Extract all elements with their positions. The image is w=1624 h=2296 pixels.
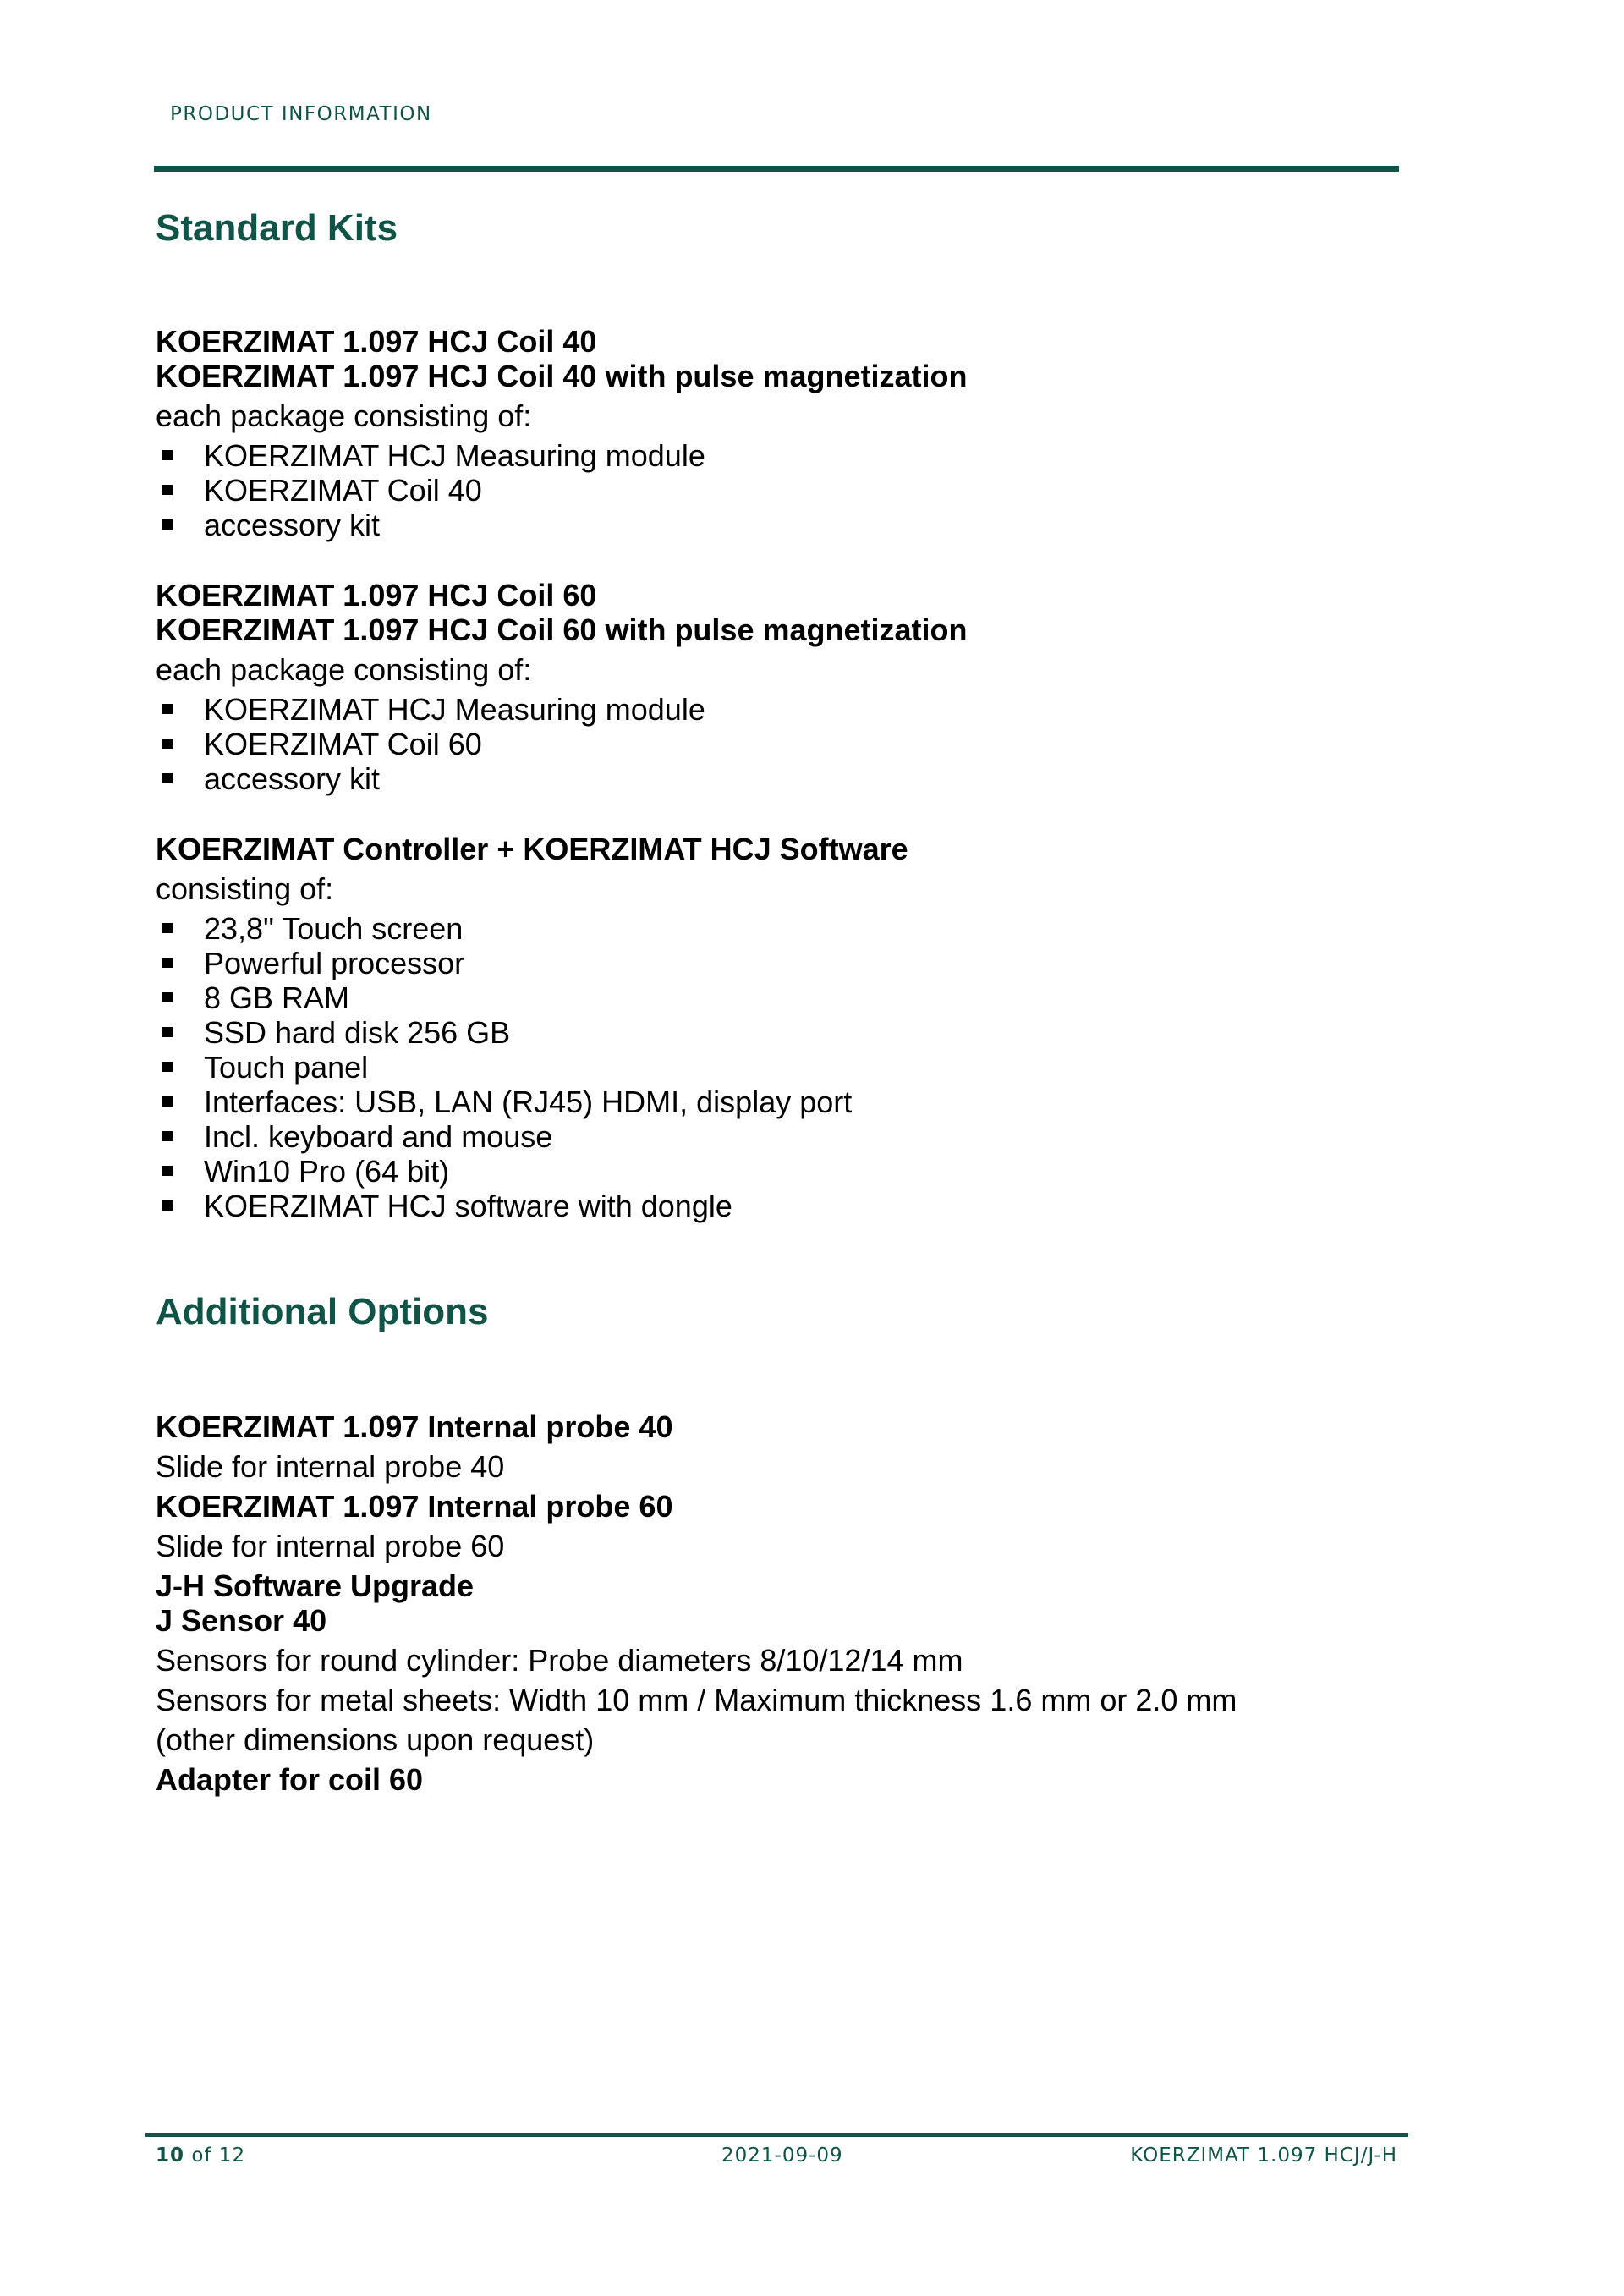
list-item: Powerful processor: [156, 946, 908, 980]
kit-controller: [156, 832, 908, 1223]
additional-options-list: [156, 1409, 1237, 1797]
option-name: KOERZIMAT 1.097 Internal probe 60: [156, 1489, 673, 1524]
option-description: Slide for internal probe 60: [156, 1529, 505, 1563]
list-item: Touch panel: [156, 1050, 908, 1085]
list-item: Interfaces: USB, LAN (RJ45) HDMI, display port: [156, 1085, 908, 1119]
additional-options-title: Additional Options: [156, 1291, 489, 1332]
standard-kits-title: Standard Kits: [156, 207, 398, 249]
kit-coil-60: [156, 578, 967, 796]
option-description: Sensors for round cylinder: Probe diameters 8/10/12/14 mm: [156, 1643, 963, 1678]
option-description: (other dimensions upon request): [156, 1722, 595, 1757]
kit-items: [156, 911, 908, 1223]
bottom-divider: [145, 2133, 1408, 2137]
option-name: J-H Software Upgrade: [156, 1568, 475, 1603]
kit-intro: consisting of:: [156, 871, 334, 906]
footer-date: 2021-09-09: [721, 2145, 843, 2167]
footer-product: KOERZIMAT 1.097 HCJ/J-H: [1130, 2145, 1397, 2167]
option-name: J Sensor 40: [156, 1603, 327, 1638]
kit-intro: each package consisting of:: [156, 652, 532, 687]
kit-intro: each package consisting of:: [156, 398, 532, 433]
header-label: PRODUCT INFORMATION: [170, 103, 432, 125]
list-item: 8 GB RAM: [156, 980, 908, 1015]
top-divider: [154, 166, 1399, 172]
list-item: KOERZIMAT Coil 60: [156, 727, 967, 761]
kit-name: KOERZIMAT 1.097 HCJ Coil 40 with pulse magnetization: [156, 359, 968, 393]
list-item: KOERZIMAT HCJ Measuring module: [156, 438, 967, 473]
page-current: 10: [156, 2145, 185, 2167]
option-description: Sensors for metal sheets: Width 10 mm / Maximum thickness 1.6 mm or 2.0 mm: [156, 1683, 1237, 1717]
list-item: Win10 Pro (64 bit): [156, 1154, 908, 1189]
kit-name: KOERZIMAT 1.097 HCJ Coil 60 with pulse magnetization: [156, 612, 968, 647]
list-item: SSD hard disk 256 GB: [156, 1015, 908, 1050]
kit-name: KOERZIMAT 1.097 HCJ Coil 40: [156, 324, 597, 359]
option-name: Adapter for coil 60: [156, 1762, 424, 1797]
kit-coil-40: [156, 324, 967, 542]
kit-items: [156, 692, 967, 796]
option-description: Slide for internal probe 40: [156, 1449, 505, 1484]
page-number: [156, 2145, 245, 2167]
list-item: KOERZIMAT Coil 40: [156, 473, 967, 508]
page-total: of 12: [191, 2145, 246, 2167]
list-item: accessory kit: [156, 761, 967, 796]
kit-name: KOERZIMAT Controller + KOERZIMAT HCJ Software: [156, 832, 908, 866]
kit-items: [156, 438, 967, 542]
list-item: Incl. keyboard and mouse: [156, 1119, 908, 1154]
list-item: KOERZIMAT HCJ software with dongle: [156, 1189, 908, 1223]
list-item: 23,8" Touch screen: [156, 911, 908, 946]
option-name: KOERZIMAT 1.097 Internal probe 40: [156, 1409, 673, 1444]
list-item: KOERZIMAT HCJ Measuring module: [156, 692, 967, 727]
list-item: accessory kit: [156, 508, 967, 542]
kit-name: KOERZIMAT 1.097 HCJ Coil 60: [156, 578, 597, 612]
